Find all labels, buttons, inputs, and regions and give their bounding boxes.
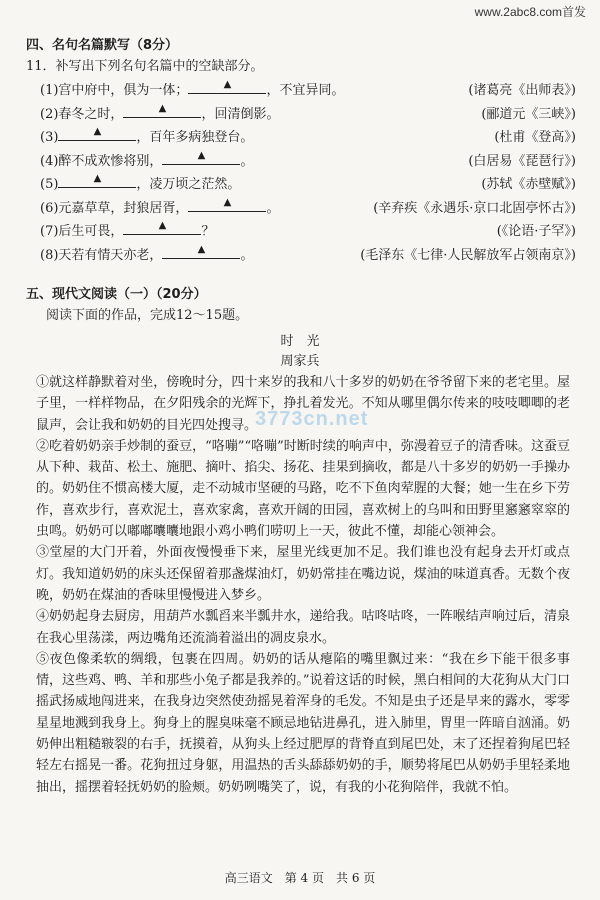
fill-in-item (40, 126, 253, 145)
article-body (36, 372, 570, 798)
item-source: (郦道元《三峡》) (481, 107, 576, 122)
site-header: www.2abc8.com首发 (474, 5, 586, 19)
article-title: 时 光 (280, 334, 320, 349)
answer-blank[interactable] (188, 197, 266, 212)
answer-blank[interactable] (58, 173, 136, 188)
item-number: (1) (40, 83, 59, 98)
section5-title: 五、现代文阅读（一）（20分） (26, 287, 207, 302)
fill-in-item (40, 244, 253, 263)
answer-blank[interactable] (188, 79, 266, 94)
item-suffix: ，凌万顷之茫然。 (136, 177, 241, 192)
triangle-marker-icon: ▲ (197, 150, 206, 161)
item-prefix: 元嘉草草，封狼居胥， (58, 201, 189, 216)
paragraph-2: ②吃着奶奶亲手炒制的蚕豆，“咯嘣”“咯嘣”时断时续的响声中，弥漫着豆子的清香味。这蚕豆从下种、栽苗、松土、施肥、摘叶、掐尖、扬花、挂果到摘收，都是八十多岁的奶奶一手操办的。奶奶住不惯高楼大厦，走不动城市坚硬的马路，吃不下鱼肉荤腥的大餐；她一生在乡下劳作，喜欢步行，喜欢泥土，喜欢家禽，喜欢开阔的田园，喜欢树上的乌叫和田野里窸窸窣窣的虫鸣。奶奶可以嘟嘟囔囔地跟小鸡小鸭们唠叨上一天，彼此不懂，却能心领神会。 (36, 438, 570, 540)
triangle-marker-icon: ▲ (197, 244, 206, 255)
item-suffix: 。 (266, 201, 280, 216)
paragraph-3: ③堂屋的大门开着，外面夜慢慢垂下来，屋里光线更加不足。我们谁也没有起身去开灯或点灯。我知道奶奶的床头还保留着那盏煤油灯，奶奶常挂在嘴边说，煤油的味道真香。无数个夜晚，奶奶在煤油的香味里慢慢进入梦乡。 (36, 545, 570, 603)
item-source: (诸葛亮《出师表》) (468, 83, 576, 98)
answer-blank[interactable] (123, 103, 201, 118)
item-source: (《论语·子罕》) (496, 224, 576, 239)
answer-blank[interactable] (123, 220, 201, 235)
reading-instruction: 阅读下面的作品，完成12～15题。 (46, 308, 249, 323)
item-prefix: 后生可畏， (58, 224, 124, 239)
fill-in-item (40, 173, 240, 192)
item-prefix: 醉不成欢惨将别， (58, 154, 163, 169)
item-source: (白居易《琵琶行》) (468, 154, 576, 169)
article-author: 周家兵 (280, 354, 320, 369)
watermark: 3773cn.net (255, 408, 369, 430)
item-number: (7) (40, 224, 59, 239)
fill-in-item (40, 79, 344, 98)
item-suffix: 。 (240, 154, 254, 169)
item-prefix: 宫中府中，俱为一体； (58, 83, 189, 98)
section4-title: 四、名句名篇默写（8分） (26, 38, 179, 53)
item-number: (4) (40, 154, 59, 169)
paragraph-1: ①就这样静默着对坐，傍晚时分，四十来岁的我和八十多岁的奶奶在爷爷留下来的老宅里。屋子里，一样样物品，在夕阳残余的光辉下，挣扎着发光。不知从哪里偶尔传来的吱吱唧唧的老鼠声，会让我和奶奶的目光四处搜寻。 (36, 375, 570, 433)
paragraph-4: ④奶奶起身去厨房，用葫芦水瓢舀来半瓢井水，递给我。咕咚咕咚，一阵喉结声响过后，清泉在我心里荡漾，两边嘴角还流淌着溢出的凋皮泉水。 (36, 609, 570, 646)
item-suffix: ，百年多病独登台。 (136, 130, 254, 145)
answer-blank[interactable] (58, 126, 136, 141)
item-number: (5) (40, 177, 59, 192)
item-number: (6) (40, 201, 59, 216)
question-11: 11．补写出下列名句名篇中的空缺部分。 (26, 59, 264, 74)
item-suffix: ？ (201, 224, 215, 239)
item-source: (杜甫《登高》) (494, 130, 576, 145)
triangle-marker-icon: ▲ (93, 126, 102, 137)
answer-blank[interactable] (162, 150, 240, 165)
triangle-marker-icon: ▲ (93, 173, 102, 184)
item-prefix: 天若有情天亦老， (58, 248, 163, 263)
item-number: (2) (40, 107, 59, 122)
page-footer: 高三语文 第 4 页 共 6 页 (224, 871, 376, 885)
fill-in-item (40, 150, 253, 169)
item-number: (3) (40, 130, 59, 145)
triangle-marker-icon: ▲ (223, 79, 232, 90)
item-number: (8) (40, 248, 59, 263)
item-suffix: ，回清倒影。 (201, 107, 280, 122)
fill-in-item (40, 197, 279, 216)
paragraph-5: ⑤夜色像柔软的绸缎，包裹在四周。奶奶的话从瘪陷的嘴里飘过来：“我在乡下能干很多事情，这些鸡、鸭、羊和那些小兔子都是我养的。”说着这话的时候，黑白相间的大花狗从大门口摇武扬威地闯进来，在我身边突然使劲摇晃着浑身的毛发。不知是虫子还是早来的露水，零零星星地溅到我身上。狗身上的腥臭味毫不顾忌地钻进鼻孔，进入肺里，胃里一阵暗自汹涌。奶奶伸出粗糙皲裂的右手，抚摸着，从狗头上经过肥厚的背脊直到尾巴处，末了还捏着狗尾巴轻轻左右摇晃一番。花狗扭过身躯，用温热的舌头舔舔奶奶的手，顺势将尾巴从奶奶手里轻柔地抽出，摇摆着轻抚奶奶的脸颊。奶奶咧嘴笑了，说，有我的小花狗陪伴，我就不怕。 (36, 651, 570, 795)
item-suffix: ，不宜异同。 (266, 83, 345, 98)
item-source: (辛弃疾《永遇乐·京口北固亭怀古》) (373, 201, 576, 216)
fill-in-item (40, 220, 214, 239)
item-source: (苏轼《赤壁赋》) (481, 177, 576, 192)
triangle-marker-icon: ▲ (158, 103, 167, 114)
answer-blank[interactable] (162, 244, 240, 259)
triangle-marker-icon: ▲ (223, 197, 232, 208)
item-source: (毛泽东《七律·人民解放军占领南京》) (360, 248, 576, 263)
item-prefix: 春冬之时， (58, 107, 124, 122)
triangle-marker-icon: ▲ (158, 220, 167, 231)
fill-in-item (40, 103, 279, 122)
item-suffix: 。 (240, 248, 254, 263)
